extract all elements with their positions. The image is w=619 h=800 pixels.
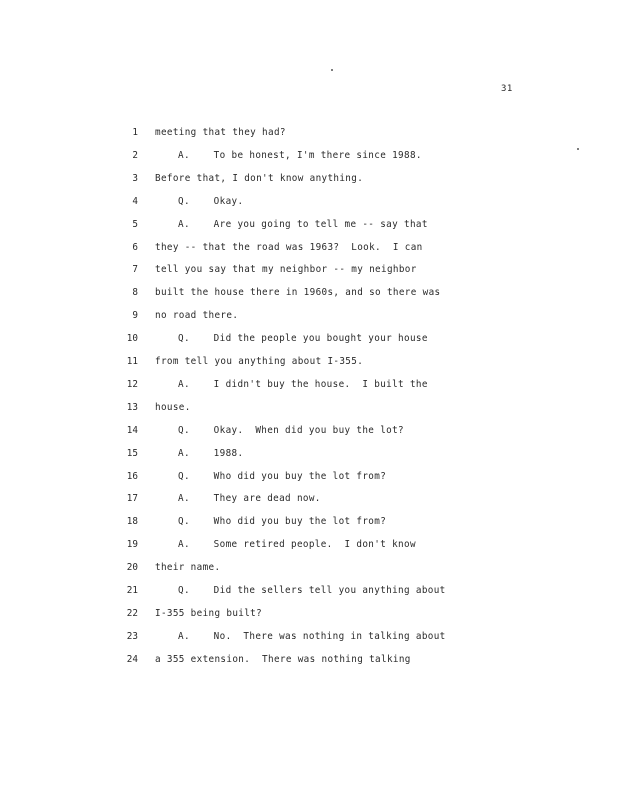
- line-text: A. No. There was nothing in talking about: [178, 630, 446, 642]
- line-text: Q. Did the sellers tell you anything about: [178, 585, 446, 596]
- line-number: 6: [132, 241, 138, 253]
- line-text: A. They are dead now.: [178, 493, 321, 505]
- line-number: 23: [126, 630, 138, 642]
- line-number: 7: [132, 264, 138, 276]
- line-number: 19: [126, 539, 138, 551]
- line-number: 13: [126, 401, 138, 413]
- transcript-line: [0, 355, 619, 369]
- transcript-line: [0, 378, 619, 392]
- line-text: a 355 extension. There was nothing talking: [155, 653, 411, 665]
- line-number: 16: [126, 470, 138, 482]
- transcript-line: [0, 149, 619, 163]
- line-number: 24: [126, 653, 138, 665]
- line-number: 9: [132, 310, 138, 322]
- transcript-line: [0, 470, 619, 484]
- line-number: 8: [132, 287, 138, 299]
- line-number: 2: [132, 149, 138, 161]
- transcript-line: [0, 584, 619, 598]
- transcript-line: [0, 286, 619, 300]
- transcript-line: [0, 424, 619, 438]
- line-text: they -- that the road was 1963? Look. I can: [155, 241, 423, 253]
- line-text: built the house there in 1960s, and so there was: [155, 287, 441, 299]
- line-number: 22: [126, 607, 138, 619]
- line-text: A. To be honest, I'm there since 1988.: [178, 149, 422, 161]
- line-text: Q. Who did you buy the lot from?: [178, 516, 387, 528]
- line-number: 14: [126, 424, 138, 436]
- transcript-line: [0, 126, 619, 140]
- transcript-line: [0, 218, 619, 232]
- line-text: from tell you anything about I-355.: [155, 356, 364, 367]
- line-text: their name.: [155, 562, 221, 574]
- line-text: A. 1988.: [178, 447, 244, 459]
- line-number: 3: [132, 172, 138, 184]
- transcript-line: [0, 561, 619, 575]
- line-number: 21: [126, 585, 138, 596]
- line-text: Before that, I don't know anything.: [155, 172, 364, 184]
- line-text: Q. Did the people you bought your house: [178, 333, 428, 345]
- line-text: A. I didn't buy the house. I built the: [178, 378, 428, 390]
- transcript-line: [0, 630, 619, 644]
- transcript-line: [0, 241, 619, 255]
- line-text: meeting that they had?: [155, 127, 286, 138]
- transcript-line: [0, 172, 619, 186]
- line-number: 10: [126, 333, 138, 345]
- line-text: A. Are you going to tell me -- say that: [178, 218, 428, 230]
- transcript-line: [0, 515, 619, 529]
- line-text: tell you say that my neighbor -- my neighbor: [155, 264, 417, 276]
- line-number: 11: [126, 356, 138, 367]
- line-number: 12: [126, 378, 138, 390]
- scan-speck: [331, 69, 333, 71]
- transcript-line: [0, 332, 619, 346]
- line-number: 5: [132, 218, 138, 230]
- page-number: 31: [501, 84, 513, 94]
- line-number: 20: [126, 562, 138, 574]
- transcript-line: [0, 195, 619, 209]
- line-number: 18: [126, 516, 138, 528]
- transcript-line: [0, 309, 619, 323]
- line-number: 1: [132, 127, 138, 138]
- transcript-line: [0, 492, 619, 506]
- transcript-line: [0, 607, 619, 621]
- line-text: Q. Who did you buy the lot from?: [178, 470, 387, 482]
- line-text: Q. Okay.: [178, 195, 244, 207]
- line-text: I-355 being built?: [155, 607, 263, 619]
- transcript-line: [0, 263, 619, 277]
- transcript-line: [0, 447, 619, 461]
- line-number: 17: [126, 493, 138, 505]
- line-text: A. Some retired people. I don't know: [178, 539, 416, 551]
- line-text: no road there.: [155, 310, 239, 322]
- line-number: 4: [132, 195, 138, 207]
- line-text: Q. Okay. When did you buy the lot?: [178, 424, 404, 436]
- transcript-line: [0, 538, 619, 552]
- transcript-line: [0, 653, 619, 667]
- line-text: house.: [155, 401, 191, 413]
- line-number: 15: [126, 447, 138, 459]
- transcript-line: [0, 401, 619, 415]
